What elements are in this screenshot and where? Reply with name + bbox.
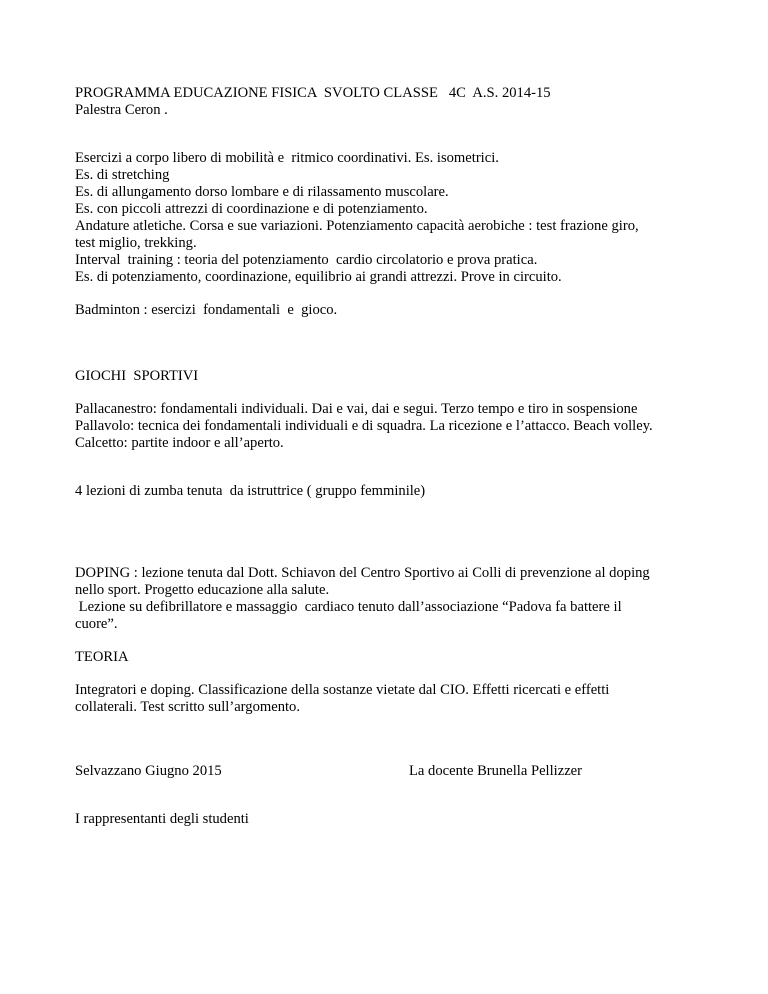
exercise-line: Andature atletiche. Corsa e sue variazioni. Potenziamento capacità aerobiche : test frazione giro, xyxy=(75,218,639,234)
exercise-line: Esercizi a corpo libero di mobilità e ritmico coordinativi. Es. isometrici. xyxy=(75,150,499,166)
theory-line: Integratori e doping. Classificazione della sostanze vietate dal CIO. Effetti ricercati e effetti xyxy=(75,682,610,698)
zumba-line: 4 lezioni di zumba tenuta da istruttrice ( gruppo femminile) xyxy=(75,483,426,499)
theory-heading: TEORIA xyxy=(75,649,129,665)
place-date: Selvazzano Giugno 2015 xyxy=(75,763,222,779)
doping-line: DOPING : lezione tenuta dal Dott. Schiavon del Centro Sportivo ai Colli di prevenzione al doping xyxy=(75,565,650,581)
location-line: Palestra Ceron . xyxy=(75,102,168,118)
games-line: Pallavolo: tecnica dei fondamentali individuali e di squadra. La ricezione e l’attacco. Beach volley. xyxy=(75,418,653,434)
exercise-line: Es. di allungamento dorso lombare e di rilassamento muscolare. xyxy=(75,184,449,200)
document-title: PROGRAMMA EDUCAZIONE FISICA SVOLTO CLASSE 4C A.S. 2014-15 xyxy=(75,85,551,101)
badminton-line: Badminton : esercizi fondamentali e gioco. xyxy=(75,302,338,318)
games-line: Pallacanestro: fondamentali individuali. Dai e vai, dai e segui. Terzo tempo e tiro in sospensione xyxy=(75,401,638,417)
exercise-line: test miglio, trekking. xyxy=(75,235,197,251)
exercise-line: Interval training : teoria del potenziamento cardio circolatorio e prova pratica. xyxy=(75,252,538,268)
games-line: Calcetto: partite indoor e all’aperto. xyxy=(75,435,284,451)
exercise-line: Es. con piccoli attrezzi di coordinazione e di potenziamento. xyxy=(75,201,428,217)
games-heading: GIOCHI SPORTIVI xyxy=(75,368,199,384)
doping-line: nello sport. Progetto educazione alla salute. xyxy=(75,582,330,598)
exercise-line: Es. di stretching xyxy=(75,167,170,183)
exercise-line: Es. di potenziamento, coordinazione, equilibrio ai grandi attrezzi. Prove in circuito. xyxy=(75,269,562,285)
doping-line: cuore”. xyxy=(75,616,118,632)
theory-line: collaterali. Test scritto sull’argomento. xyxy=(75,699,300,715)
representatives-line: I rappresentanti degli studenti xyxy=(75,811,249,827)
doping-line: Lezione su defibrillatore e massaggio cardiaco tenuto dall’associazione “Padova fa battere il xyxy=(75,599,622,615)
teacher-signature-line: La docente Brunella Pellizzer xyxy=(409,763,583,779)
